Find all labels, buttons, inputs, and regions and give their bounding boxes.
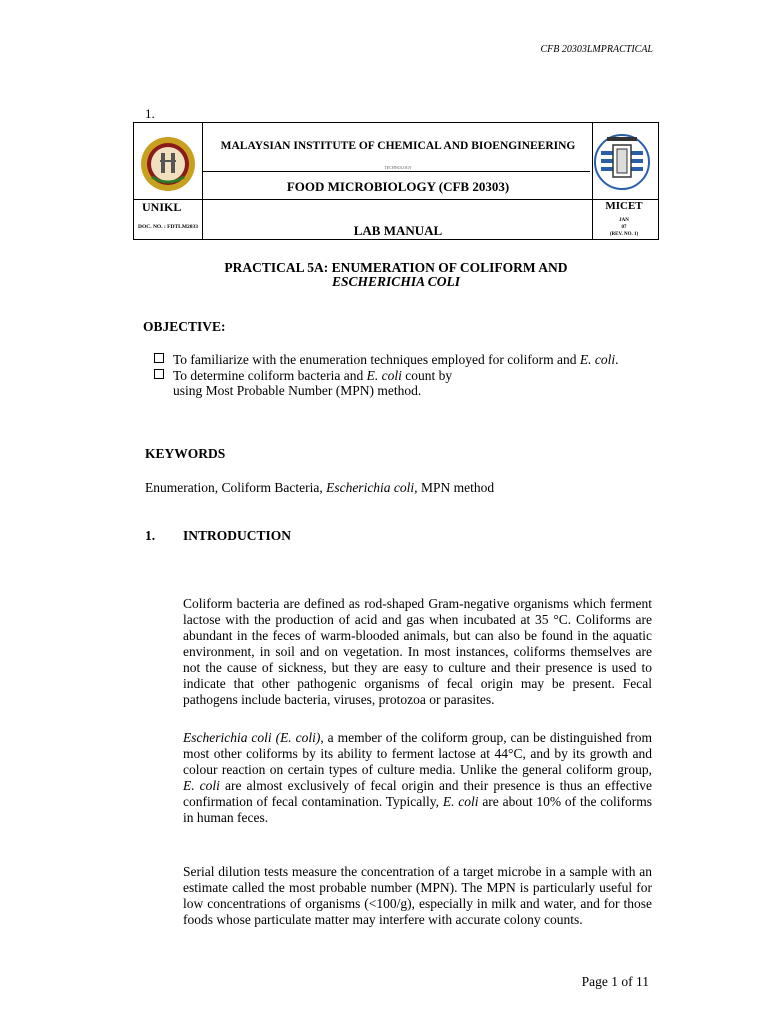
table-divider [202, 171, 590, 172]
intro-heading: INTRODUCTION [183, 528, 292, 543]
document-code: CFB 20303LMPRACTICAL [540, 44, 653, 55]
micet-label: MICET [605, 200, 643, 212]
p2-text-c: are about 10% of the coliforms in human feces. [183, 794, 652, 825]
table-divider [134, 199, 658, 200]
p2-italic-3: E. coli [442, 794, 479, 809]
objective-heading: OBJECTIVE: [143, 319, 226, 334]
keywords-heading: KEYWORDS [145, 446, 226, 461]
p2-italic-2: E. coli [183, 778, 220, 793]
objective-text-end: . [615, 352, 619, 367]
page-number: Page 1 of 11 [581, 974, 649, 989]
intro-paragraph-2 [183, 730, 652, 826]
checkbox-bullet-icon [154, 353, 164, 363]
unikl-label: UNIKL [142, 200, 182, 214]
practical-title-line2: ESCHERICHIA COLI [332, 274, 460, 289]
institute-subline: TECHNOLOGY [384, 165, 412, 170]
lab-manual-label: LAB MANUAL [353, 223, 443, 238]
revision-year: 07 [621, 225, 627, 230]
objective-text-end: count by using Most Probable Number (MPN) method. [173, 368, 453, 398]
revision-info [590, 217, 658, 238]
table-divider [202, 123, 203, 239]
p2-text-b: are almost exclusively of fecal origin and their presence is thus an effective confirmation of fecal contamination. Typically, [183, 778, 652, 809]
header-table [133, 122, 659, 240]
document-number: DOC. NO. : FDTLM2033 [137, 224, 199, 230]
objective-italic: E. coli [579, 352, 616, 367]
objective-text: To familiarize with the enumeration techniques employed for coliform and [173, 352, 580, 367]
keywords-italic: Escherichia coli, [326, 480, 418, 495]
intro-paragraph-1: Coliform bacteria are defined as rod-shaped Gram-negative organisms which ferment lactose with the production of acid and gas when incubated at 35 °C. Coliforms are abundant in the feces of warm-blooded animals, but can also be found in the aquatic environment, in soil and on vegetation. In most instances, coliforms themselves are not the cause of sickness, but they are easy to culture and their presence is used to indicate that other pathogenic organisms of fecal origin may be present. Fecal pathogens include bacteria, viruses, protozoa or parasites. [183, 596, 652, 707]
keywords-text [145, 480, 494, 496]
section-number-label: 1. [145, 106, 155, 121]
practical-title-line1: PRACTICAL 5A: ENUMERATION OF COLIFORM AND [224, 260, 568, 275]
micet-logo-icon [593, 131, 651, 193]
revision-number: (REV. NO. 1) [609, 232, 639, 237]
keywords-plain: Enumeration, Coliform Bacteria, [145, 480, 327, 495]
course-title: FOOD MICROBIOLOGY (CFB 20303) [286, 179, 510, 194]
keywords-end: MPN method [417, 480, 495, 495]
intro-number: 1. [145, 528, 156, 543]
p2-text-a: , a member of the coliform group, can be distinguished from most other coliforms by its ability to ferment lactose at 44°C, and by its growth and colour reaction on certain types of culture media. Unlike the general coliform group, [183, 730, 652, 777]
intro-paragraph-3: Serial dilution tests measure the concentration of a target microbe in a sample with an estimate called the most probable number (MPN). The MPN is particularly useful for low concentrations of organisms (<100/g), especially in milk and water, and for those foods whose particulate matter may interfere with accurate colony counts. [183, 864, 652, 927]
practical-title [150, 261, 642, 289]
checkbox-bullet-icon [154, 369, 164, 379]
institute-name: MALAYSIAN INSTITUTE OF CHEMICAL AND BIOENGINEERING [220, 140, 576, 152]
objective-italic: E. coli [366, 368, 402, 383]
objective-item [154, 352, 654, 367]
p2-italic-1: Escherichia coli (E. coli) [183, 730, 321, 745]
objective-item [154, 368, 654, 398]
unikl-logo-icon [140, 133, 196, 195]
revision-month: JAN [619, 218, 629, 223]
objective-text: To determine coliform bacteria and [173, 368, 367, 383]
